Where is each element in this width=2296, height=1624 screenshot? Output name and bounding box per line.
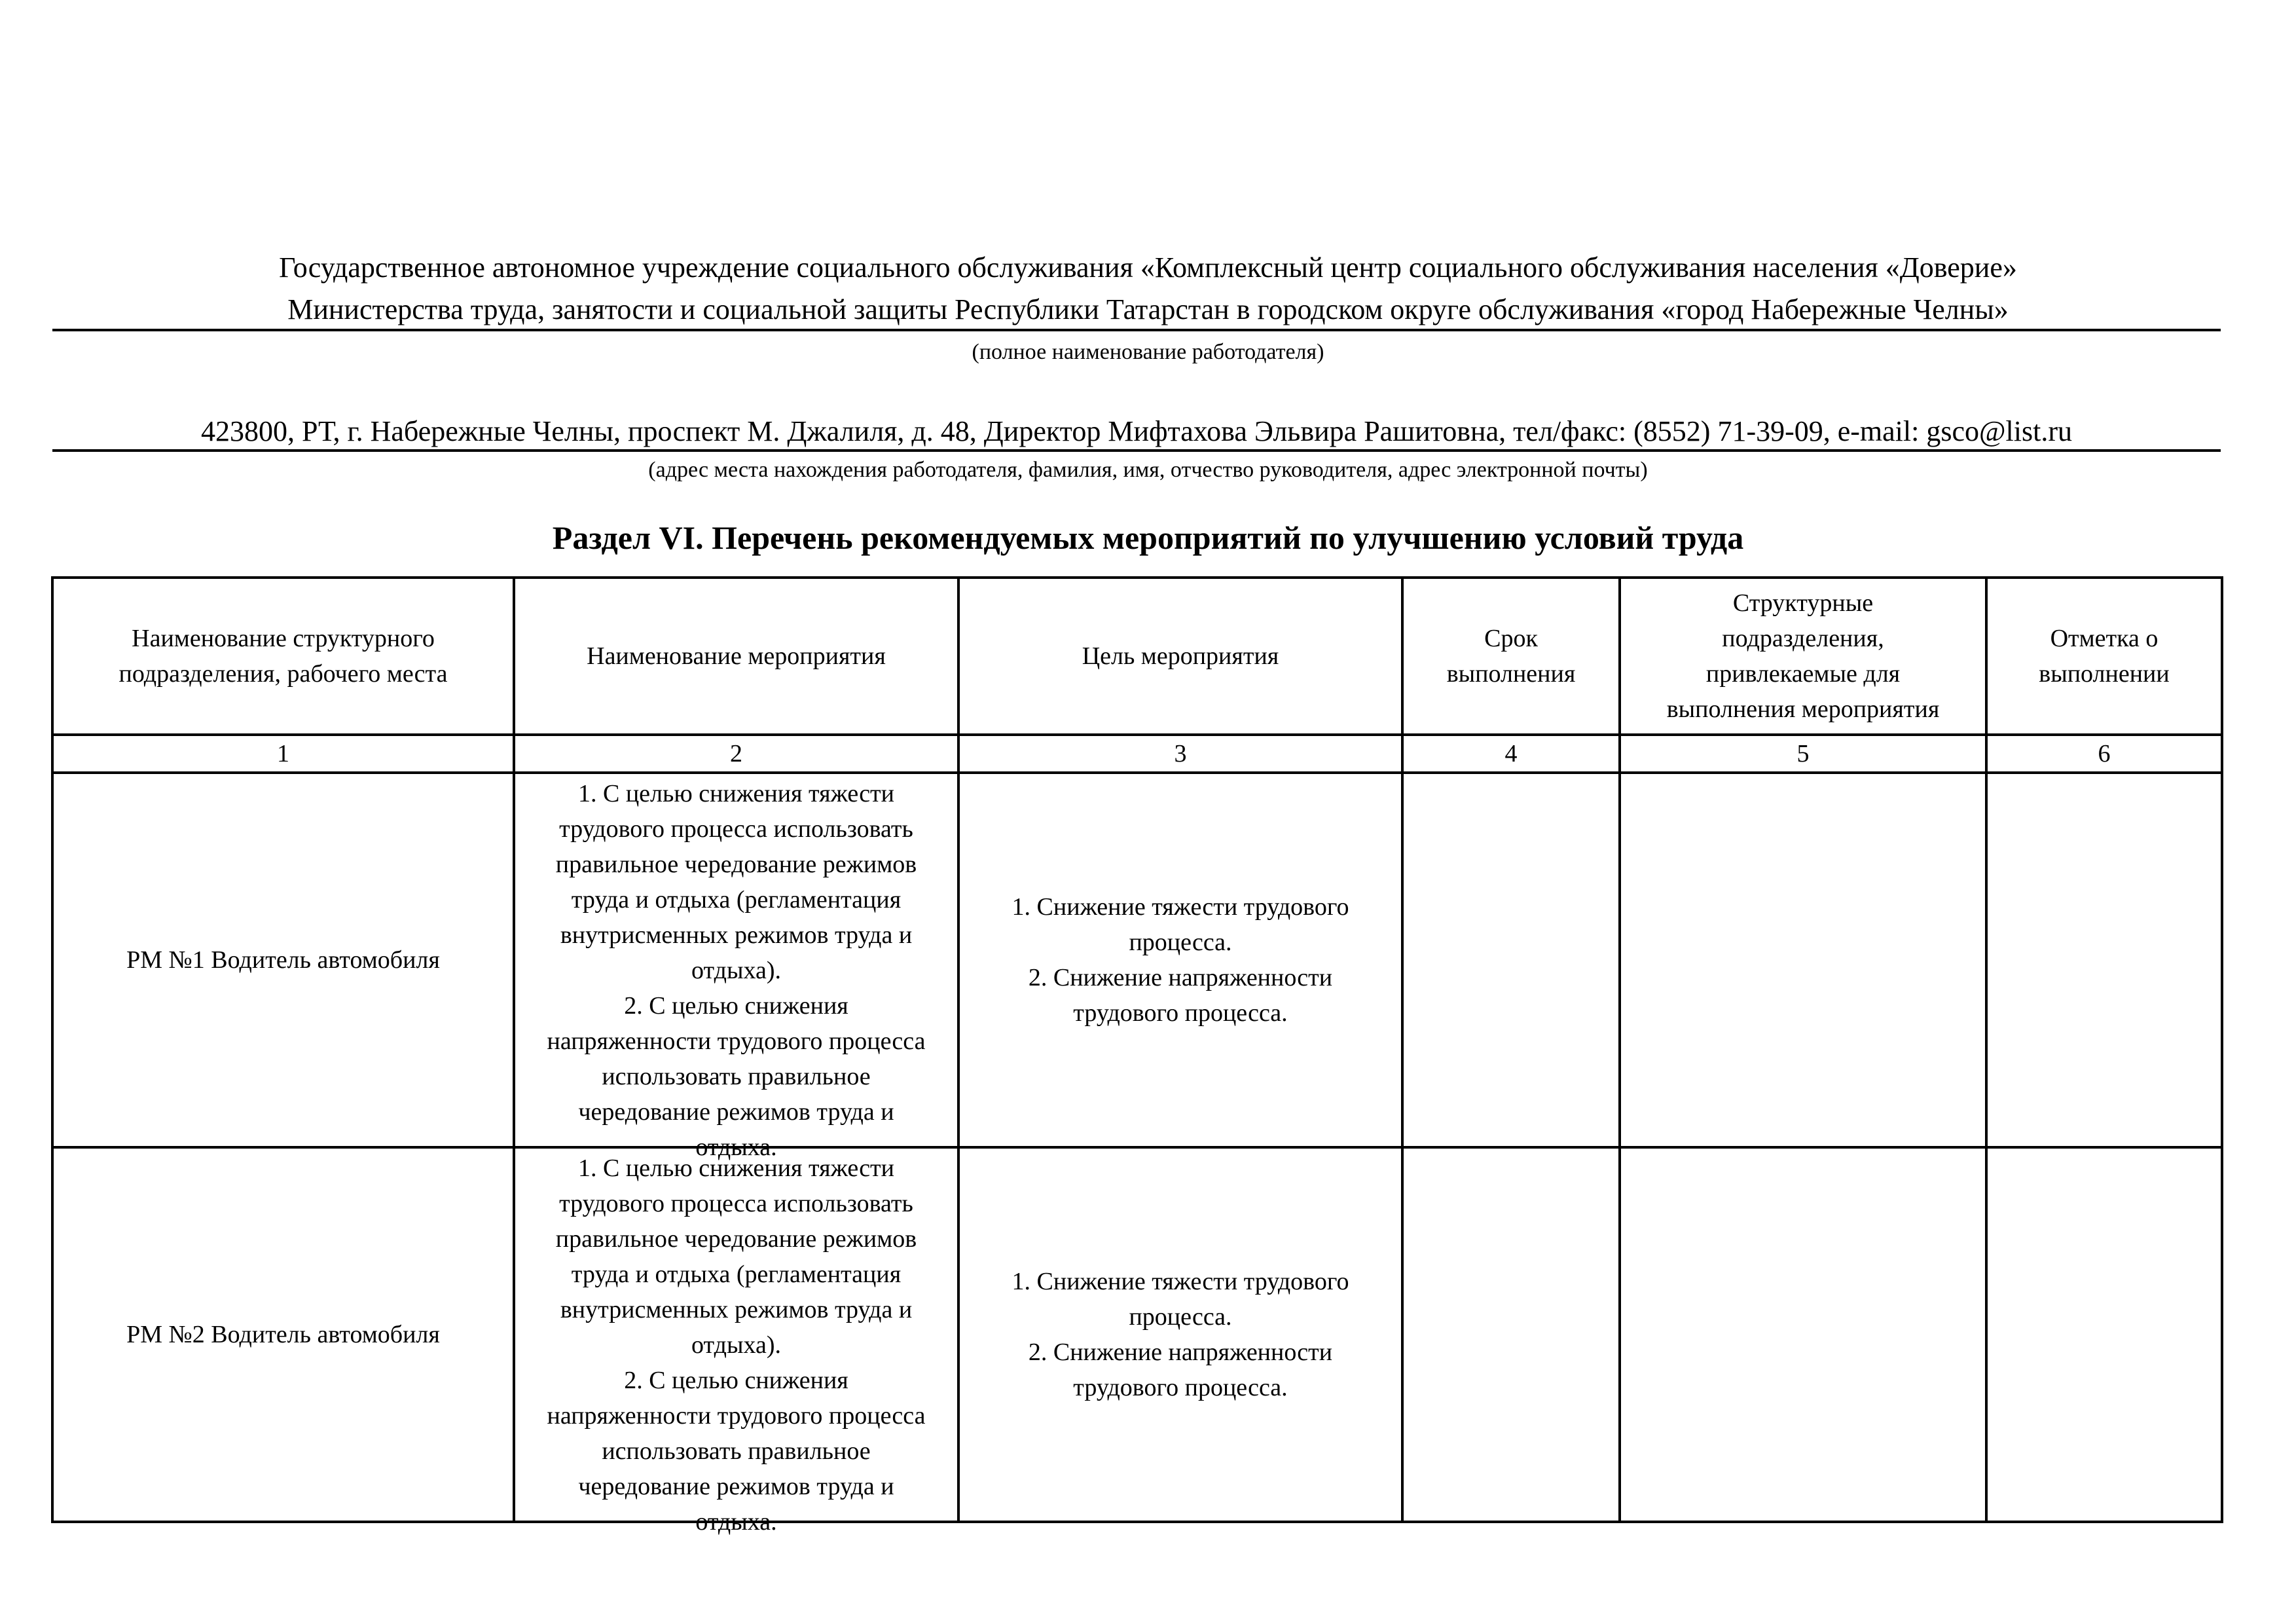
measure-line: 2. С целью снижения (624, 992, 848, 1020)
goal-line: 1. Снижение тяжести трудового (1011, 893, 1349, 921)
column-number: 5 (1620, 735, 1986, 773)
measure-line: использовать правильное (602, 1063, 871, 1090)
measure-line: 2. С целью снижения (624, 1367, 848, 1394)
header-text: Отметка о (2050, 625, 2159, 652)
measure-line: отдыха. (695, 1508, 777, 1536)
goal-line: 2. Снижение напряженности (1028, 1338, 1333, 1366)
column-number: 6 (1986, 735, 2222, 773)
departments-cell (1620, 1147, 1986, 1522)
header-deadline (1402, 578, 1620, 735)
employer-name-line2: Министерства труда, занятости и социальной защиты Республики Татарстан в городском округе обслуживания «город Набережные Челны» (287, 293, 2009, 325)
measure-line: правильное чередование режимов (555, 1225, 917, 1253)
measure-line: напряженности трудового процесса (547, 1402, 926, 1430)
employer-address-underline (52, 449, 2221, 452)
header-completion-mark (1986, 578, 2222, 735)
employer-name-caption: (полное наименование работодателя) (972, 340, 1324, 364)
measure-cell (514, 773, 958, 1161)
employer-address-line: 423800, РТ, г. Набережные Челны, проспект М. Джалиля, д. 48, Директор Мифтахова Эльвира Рашитовна, тел/факс: (8552) 71-39-09, e-mail: gsco@list.ru (201, 415, 2072, 447)
goal-line: процесса. (1129, 1303, 1232, 1331)
goal-line: 1. Снижение тяжести трудового (1011, 1268, 1349, 1295)
goal-cell (958, 1147, 1402, 1522)
header-text: Структурные (1732, 589, 1874, 617)
header-departments (1620, 578, 1986, 735)
measure-line: чередование режимов труда и (578, 1098, 894, 1126)
measure-cell (514, 1147, 958, 1536)
measure-line: отдыха). (691, 1331, 781, 1359)
header-text: подразделения, рабочего места (118, 660, 448, 688)
measures-table (51, 576, 2223, 1536)
measure-line: использовать правильное (602, 1437, 871, 1465)
measure-line: внутрисменных режимов труда и (560, 1296, 913, 1323)
goal-line: процесса. (1129, 929, 1232, 956)
header-text: привлекаемые для (1705, 660, 1901, 688)
measure-line: чередование режимов труда и (578, 1473, 894, 1500)
header-measure (514, 578, 958, 735)
measure-line: 1. С целью снижения тяжести (578, 1154, 894, 1182)
goal-line: трудового процесса. (1073, 1374, 1288, 1401)
header-text: выполнения мероприятия (1666, 695, 1940, 723)
deadline-cell (1402, 773, 1620, 1147)
header-text: Наименование структурного (132, 625, 435, 652)
table-header-row (52, 578, 2222, 735)
column-number: 1 (52, 735, 514, 773)
employer-name-line1: Государственное автономное учреждение социального обслуживания «Комплексный центр социального обслуживания населения «Доверие» (279, 251, 2017, 284)
deadline-cell (1402, 1147, 1620, 1522)
goal-cell (958, 773, 1402, 1147)
departments-cell (1620, 773, 1986, 1147)
measure-line: труда и отдыха (регламентация (571, 886, 902, 913)
section-title: Раздел VI. Перечень рекомендуемых мероприятий по улучшению условий труда (552, 519, 1744, 556)
header-goal (958, 578, 1402, 735)
workplace-cell: РМ №2 Водитель автомобиля (52, 1147, 514, 1522)
header-workplace (52, 578, 514, 735)
measure-line: трудового процесса использовать (559, 815, 913, 843)
measure-line: напряженности трудового процесса (547, 1027, 926, 1055)
measure-line: внутрисменных режимов труда и (560, 921, 913, 949)
completion-mark-cell (1986, 1147, 2222, 1522)
column-number: 4 (1402, 735, 1620, 773)
column-number-row (52, 735, 2222, 773)
completion-mark-cell (1986, 773, 2222, 1147)
header-text: подразделения, (1722, 625, 1884, 652)
header-text: выполнении (2039, 660, 2170, 688)
measure-line: отдыха. (695, 1134, 777, 1161)
header-text: Цель мероприятия (1082, 642, 1279, 670)
goal-line: трудового процесса. (1073, 999, 1288, 1027)
employer-address-caption: (адрес места нахождения работодателя, фамилия, имя, отчество руководителя, адрес электронной почты) (648, 458, 1648, 482)
header-text: Наименование мероприятия (587, 642, 886, 670)
measure-line: трудового процесса использовать (559, 1190, 913, 1217)
column-number: 2 (514, 735, 958, 773)
measure-line: 1. С целью снижения тяжести (578, 780, 894, 807)
header-text: выполнения (1446, 660, 1576, 688)
table-row (52, 1147, 2222, 1522)
employer-name-underline (52, 329, 2221, 331)
measure-line: отдыха). (691, 957, 781, 984)
column-number: 3 (958, 735, 1402, 773)
measure-line: правильное чередование режимов (555, 851, 917, 878)
table-row (52, 773, 2222, 1147)
header-text: Срок (1484, 625, 1538, 652)
measure-line: труда и отдыха (регламентация (571, 1261, 902, 1288)
workplace-cell: РМ №1 Водитель автомобиля (52, 773, 514, 1147)
goal-line: 2. Снижение напряженности (1028, 964, 1333, 991)
